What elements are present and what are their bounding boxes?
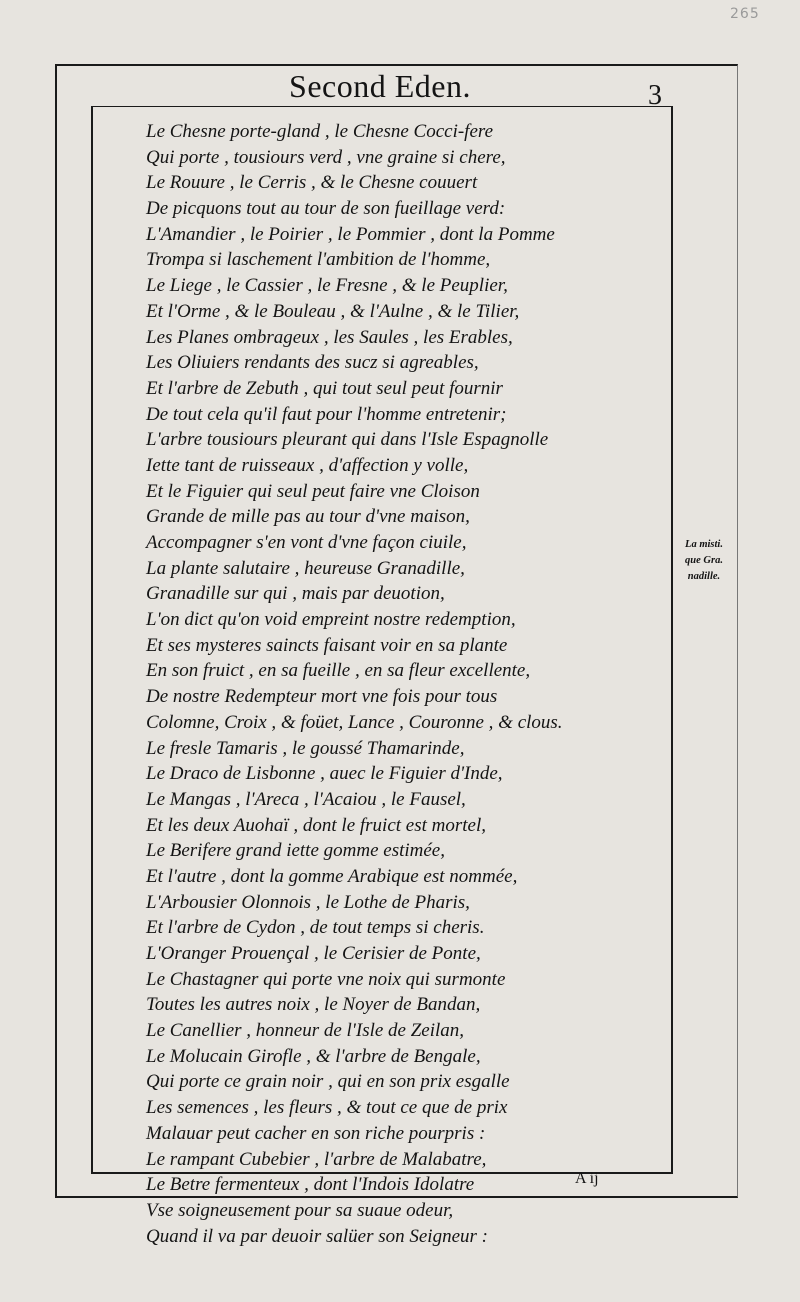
- verse-line: Qui porte , tousiours verd , vne graine si chere,: [146, 146, 506, 168]
- verse-line: Qui porte ce grain noir , qui en son prix esgalle: [146, 1071, 510, 1093]
- verse-line: L'arbre tousiours pleurant qui dans l'Isle Espagnolle: [146, 429, 549, 451]
- verse-line: De tout cela qu'il faut pour l'homme entretenir;: [146, 403, 507, 425]
- verse-line: Et le Figuier qui seul peut faire vne Cloison: [146, 480, 480, 502]
- verse-line: La plante salutaire , heureuse Granadille,: [146, 557, 465, 579]
- verse-line: Le Berifere grand iette gomme estimée,: [146, 840, 445, 862]
- marginal-note: [672, 537, 736, 585]
- verse-line: Les Oliuiers rendants des sucz si agreables,: [146, 352, 479, 374]
- verse-line: Le Liege , le Cassier , le Fresne , & le Peuplier,: [146, 275, 508, 297]
- verse-line: L'Arbousier Olonnois , le Lothe de Pharis,: [146, 891, 470, 913]
- verse-line: De picquons tout au tour de son fueillage verd:: [146, 198, 506, 220]
- verse-line: L'Amandier , le Poirier , le Pommier , dont la Pomme: [146, 223, 555, 245]
- verse-line: De nostre Redempteur mort vne fois pour tous: [146, 686, 498, 708]
- marginal-note-line: La misti.: [685, 539, 723, 550]
- verse-line: Trompa si laschement l'ambition de l'homme,: [146, 249, 491, 271]
- verse-line: Le fresle Tamaris , le goussé Thamarinde,: [146, 737, 465, 759]
- page-number: 3: [648, 80, 662, 111]
- pencil-folio-number: 265: [730, 6, 760, 22]
- verse-line: Granadille sur qui , mais par deuotion,: [146, 583, 445, 605]
- verse-line: Et l'autre , dont la gomme Arabique est nommée,: [146, 865, 518, 887]
- verse-block: [146, 119, 666, 1249]
- verse-line: Le Betre fermenteux , dont l'Indois Idolatre: [146, 1174, 475, 1196]
- verse-line: Et l'arbre de Zebuth , qui tout seul peut fournir: [146, 377, 503, 399]
- verse-line: Accompagner s'en vont d'vne façon ciuile,: [146, 532, 467, 553]
- verse-line: L'on dict qu'on void empreint nostre redemption,: [146, 609, 516, 631]
- verse-line: L'Oranger Prouençal , le Cerisier de Ponte,: [146, 943, 481, 964]
- verse-line: Et l'arbre de Cydon , de tout temps si cheris.: [146, 917, 485, 939]
- marginal-note-line: nadille.: [687, 571, 721, 582]
- verse-line: Le Chastagner qui porte vne noix qui surmonte: [146, 968, 506, 990]
- verse-line: Les Planes ombrageux , les Saules , les Erables,: [146, 326, 513, 348]
- verse-line: Le Chesne porte-gland , le Chesne Cocci-fere: [146, 121, 494, 142]
- verse-line: Et ses mysteres saincts faisant voir en sa plante: [146, 634, 508, 656]
- verse-line: Toutes les autres noix , le Noyer de Bandan,: [146, 994, 481, 1016]
- verse-line: Iette tant de ruisseaux , d'affection y volle,: [146, 454, 469, 476]
- verse-line: Et les deux Auohaï , dont le fruict est mortel,: [146, 814, 487, 836]
- verse-line: Colomne, Croix , & foüet, Lance , Couronne , & clous.: [146, 711, 563, 733]
- marginal-note-line: que Gra.: [685, 555, 723, 566]
- verse-line: Grande de mille pas au tour d'vne maison,: [146, 506, 470, 528]
- verse-line: En son fruict , en sa fueille , en sa fleur excellente,: [146, 660, 531, 682]
- running-head: Second Eden.: [289, 68, 471, 104]
- signature-mark: A ij: [575, 1170, 599, 1187]
- verse-line: Le Rouure , le Cerris , & le Chesne couuert: [146, 172, 478, 194]
- verse-line: Le Mangas , l'Areca , l'Acaiou , le Fausel,: [146, 788, 466, 810]
- verse-line: Les semences , les fleurs , & tout ce que de prix: [146, 1097, 508, 1119]
- verse-line: Le rampant Cubebier , l'arbre de Malabatre,: [146, 1148, 487, 1170]
- verse-line: Malauar peut cacher en son riche pourpris :: [146, 1122, 486, 1144]
- verse-line: Le Canellier , honneur de l'Isle de Zeilan,: [146, 1020, 465, 1042]
- verse-line: Vse soigneusement pour sa suaue odeur,: [146, 1199, 454, 1221]
- verse-line: Quand il va par deuoir salüer son Seigneur :: [146, 1225, 488, 1247]
- verse-line: Le Molucain Girofle , & l'arbre de Bengale,: [146, 1045, 481, 1067]
- verse-line: Et l'Orme , & le Bouleau , & l'Aulne , & le Tilier,: [146, 300, 520, 322]
- verse-line: Le Draco de Lisbonne , auec le Figuier d'Inde,: [146, 763, 503, 785]
